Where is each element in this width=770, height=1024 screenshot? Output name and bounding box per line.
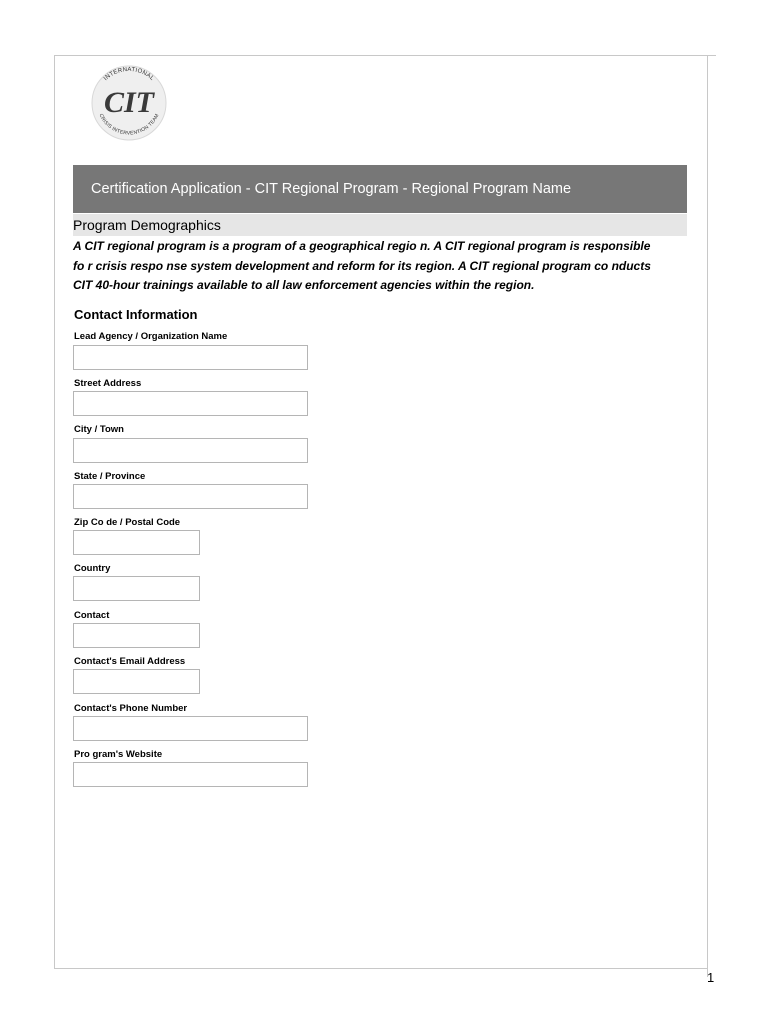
logo-monogram: CIT [103,86,155,119]
country-label: Country [74,563,111,574]
contact-input[interactable] [73,623,200,648]
page-number: 1 [707,970,715,985]
logo-bottom-text: CRISIS INTERVENTION TEAM [97,112,161,137]
logo-top-text: INTERNATIONAL [103,66,155,83]
section-description [73,237,687,296]
lead-agency-label: Lead Agency / Organization Name [74,331,228,342]
lead-agency-input[interactable] [73,345,308,370]
crop-mark [707,55,716,56]
state-input[interactable] [73,484,308,509]
city-label: City / Town [74,424,124,435]
form-title: Certification Application - CIT Regional Program - Regional Program Name [91,181,572,197]
state-label: State / Province [74,471,146,482]
email-input[interactable] [73,669,200,694]
contact-heading: Contact Information [74,307,198,322]
street-address-input[interactable] [73,391,308,416]
country-input[interactable] [73,576,200,601]
form-title-bar [73,165,687,213]
email-label: Contact's Email Address [74,656,186,667]
phone-label: Contact's Phone Number [74,703,188,714]
phone-input[interactable] [73,716,308,741]
description-line: fo r crisis respo nse system development and reform for its region. A CIT regional program co nducts [73,258,651,273]
description-line: CIT 40-hour trainings available to all law enforcement agencies within the region. [73,278,535,292]
zip-code-input[interactable] [73,530,200,555]
website-label: Pro gram's Website [74,749,163,760]
zip-code-label: Zip Co de / Postal Code [74,517,181,528]
street-address-label: Street Address [74,378,142,389]
website-input[interactable] [73,762,308,787]
city-input[interactable] [73,438,308,463]
description-line: A CIT regional program is a program of a geographical regio n. A CIT regional program is responsible [73,239,651,253]
contact-label: Contact [74,610,110,621]
section-heading: Program Demographics [73,214,687,236]
cit-logo [86,60,172,142]
